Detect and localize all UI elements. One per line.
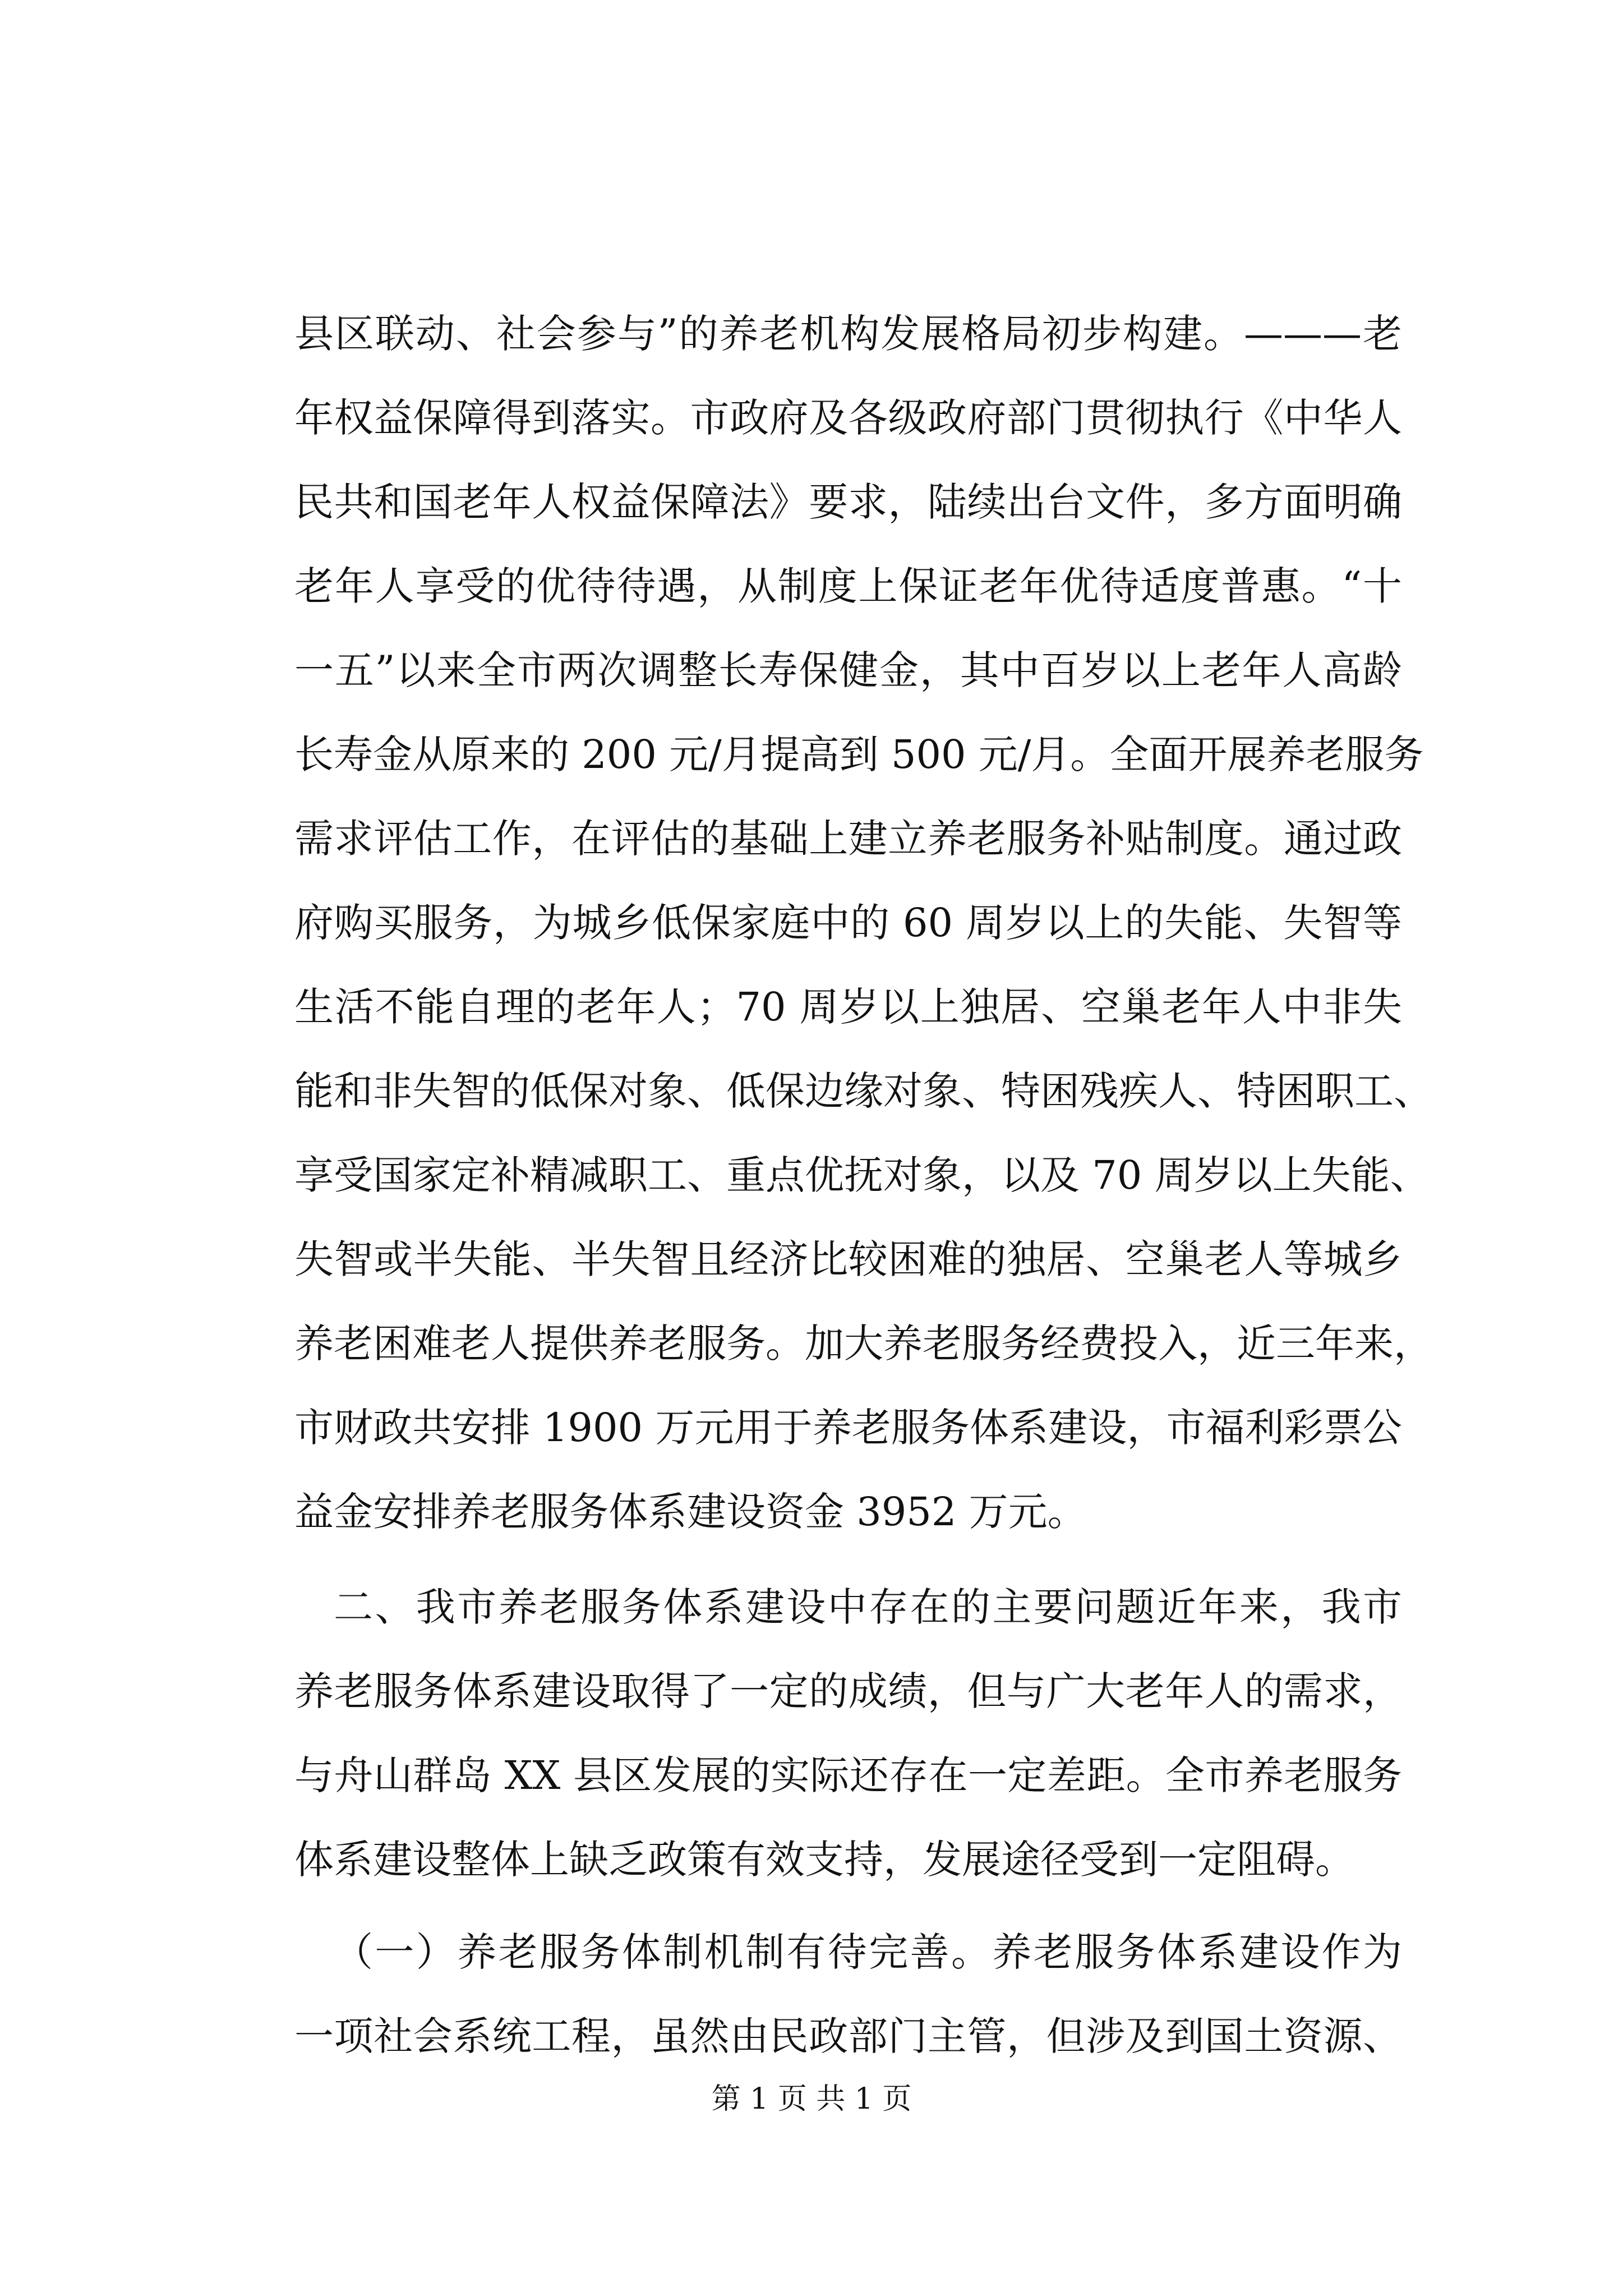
- text-line: 体系建设整体上缺乏政策有效支持，发展途径受到一定阻碍。: [294, 1837, 1354, 1883]
- text-line: 与舟山群岛 XX 县区发展的实际还存在一定差距。全市养老服务: [294, 1752, 1402, 1798]
- text-line: 年权益保障得到落实。市政府及各级政府部门贯彻执行《中华人: [294, 395, 1402, 441]
- text-line: 生活不能自理的老年人；70 周岁以上独居、空巢老年人中非失: [294, 984, 1402, 1030]
- text-line: 益金安排养老服务体系建设资金 3952 万元。: [294, 1489, 1087, 1535]
- text-line: 一项社会系统工程，虽然由民政部门主管，但涉及到国土资源、: [294, 2013, 1402, 2059]
- text-line: 市财政共安排 1900 万元用于养老服务体系建设，市福利彩票公: [294, 1405, 1402, 1451]
- page-footer: 第 1 页 共 1 页: [711, 2082, 912, 2116]
- text-line: 能和非失智的低保对象、低保边缘对象、特困残疾人、特困职工、: [294, 1068, 1433, 1114]
- text-line: 老年人享受的优待待遇，从制度上保证老年优待适度普惠。“十: [294, 563, 1402, 609]
- text-line: 长寿金从原来的 200 元/月提高到 500 元/月。全面开展养老服务: [294, 731, 1424, 777]
- text-line: 失智或半失能、半失智且经济比较困难的独居、空巢老人等城乡: [294, 1236, 1402, 1282]
- paragraph-first-line: 二、我市养老服务体系建设中存在的主要问题近年来，我市: [334, 1584, 1402, 1630]
- section-heading-line: （一）养老服务体制机制有待完善。养老服务体系建设作为: [334, 1929, 1402, 1975]
- text-line: 享受国家定补精减职工、重点优抚对象，以及 70 周岁以上失能、: [294, 1152, 1430, 1198]
- text-line: 需求评估工作，在评估的基础上建立养老服务补贴制度。通过政: [294, 816, 1402, 862]
- text-line: 养老服务体系建设取得了一定的成绩，但与广大老年人的需求，: [294, 1668, 1402, 1714]
- text-line: 民共和国老年人权益保障法》要求，陆续出台文件，多方面明确: [294, 479, 1402, 525]
- text-line: 一五”以来全市两次调整长寿保健金，其中百岁以上老年人高龄: [294, 647, 1402, 693]
- text-line: 养老困难老人提供养老服务。加大养老服务经费投入，近三年来，: [294, 1320, 1433, 1366]
- text-line: 府购买服务，为城乡低保家庭中的 60 周岁以上的失能、失智等: [294, 900, 1402, 946]
- text-line: 县区联动、社会参与”的养老机构发展格局初步构建。———老: [294, 311, 1402, 357]
